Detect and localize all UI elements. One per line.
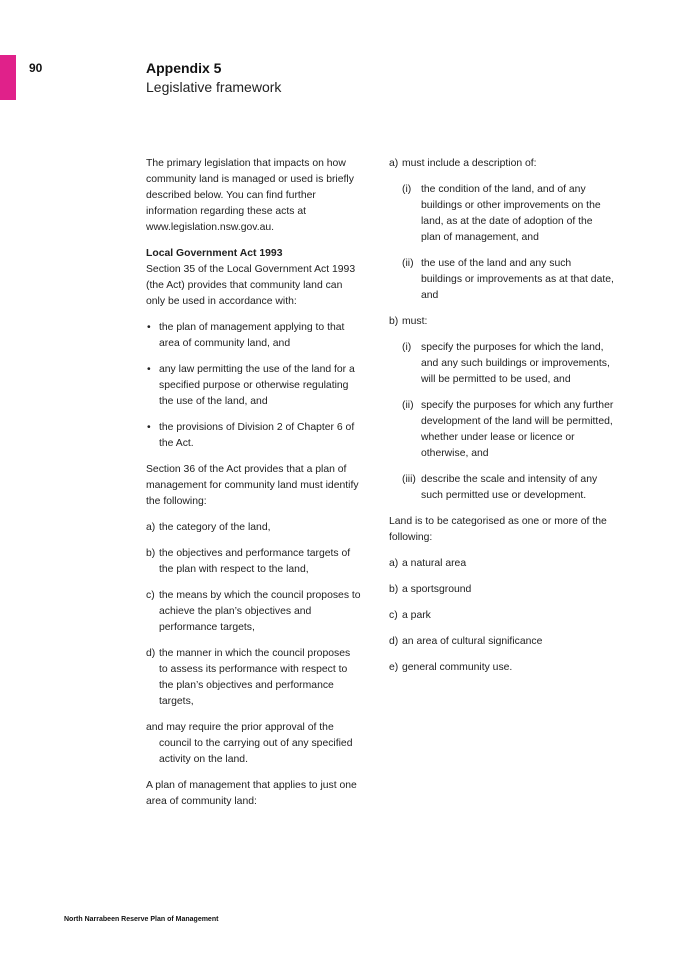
list-text: the category of the land, xyxy=(159,522,271,533)
sub-list-text: specify the purposes for which any further development of the land will be permitted, whether under lease or licence or otherwise, and xyxy=(421,400,614,459)
sub-list-text: the use of the land and any such buildings or improvements as at that date, and xyxy=(421,258,614,301)
bullet-text: the plan of management applying to that area of community land, and xyxy=(159,322,345,349)
bullet-item xyxy=(146,320,361,352)
sub-list-label: (ii) xyxy=(402,400,414,411)
sub-list-text: specify the purposes for which the land, and any such buildings or improvements, will be permitted to be used, and xyxy=(421,342,610,385)
list-label: c) xyxy=(146,590,155,601)
list-text: the means by which the council proposes to achieve the plan’s objectives and performance targets, xyxy=(159,590,361,633)
sub-list-item xyxy=(402,182,614,246)
category-label: d) xyxy=(389,636,399,647)
list-text: must: xyxy=(402,316,428,327)
sub-list-label: (i) xyxy=(402,184,412,195)
bullet-marker: • xyxy=(147,364,151,375)
list-label: a) xyxy=(146,522,156,533)
list-item xyxy=(146,588,361,636)
list-text: the objectives and performance targets of the plan with respect to the land, xyxy=(159,548,351,575)
category-label: e) xyxy=(389,662,399,673)
document-footer: North Narrabeen Reserve Plan of Management xyxy=(64,916,219,923)
intro-paragraph: The primary legislation that impacts on how community land is managed or used is briefly described below. You can find further information regarding these acts at www.legislation.nsw.gov.au. xyxy=(146,158,354,233)
categorised-paragraph: Land is to be categorised as one or more of the following: xyxy=(389,516,607,543)
closing-paragraph: A plan of management that applies to just one area of community land: xyxy=(146,780,357,807)
right-column xyxy=(389,156,614,686)
category-item xyxy=(389,608,614,624)
list-item xyxy=(389,314,614,330)
page-tab-marker xyxy=(0,55,16,100)
section-35-paragraph: Section 35 of the Local Government Act 1993 (the Act) provides that community land can only be used in accordance with: xyxy=(146,264,356,307)
sub-list-text: describe the scale and intensity of any such permitted use or development. xyxy=(421,474,598,501)
page-subtitle: Legislative framework xyxy=(146,79,282,95)
category-text: a natural area xyxy=(402,558,467,569)
list-text: the manner in which the council proposes to assess its performance with respect to the plan’s objectives and performance targets, xyxy=(159,648,351,707)
sub-list-text: the condition of the land, and of any buildings or other improvements on the land, as at the date of adoption of the plan of management, and xyxy=(421,184,601,243)
approval-paragraph: and may require the prior approval of the council to the carrying out of any specified activity on the land. xyxy=(146,722,353,765)
category-item xyxy=(389,556,614,572)
sub-list-item xyxy=(402,256,614,304)
list-label: b) xyxy=(146,548,156,559)
sub-list-item xyxy=(402,398,614,462)
bullet-marker: • xyxy=(147,422,151,433)
category-text: a park xyxy=(402,610,431,621)
bullet-item xyxy=(146,362,361,410)
list-item xyxy=(146,546,361,578)
list-text: must include a description of: xyxy=(402,158,537,169)
list-label: d) xyxy=(146,648,156,659)
category-label: b) xyxy=(389,584,399,595)
bullet-marker: • xyxy=(147,322,151,333)
list-label: b) xyxy=(389,316,399,327)
left-column xyxy=(146,156,361,820)
category-label: c) xyxy=(389,610,398,621)
list-item xyxy=(389,156,614,172)
list-label: a) xyxy=(389,158,399,169)
section-36-paragraph: Section 36 of the Act provides that a plan of management for community land must identify the following: xyxy=(146,464,359,507)
list-item xyxy=(146,646,361,710)
category-item xyxy=(389,634,614,650)
bullet-item xyxy=(146,420,361,452)
bullet-text: the provisions of Division 2 of Chapter 6 of the Act. xyxy=(159,422,355,449)
category-text: general community use. xyxy=(402,662,513,673)
sub-list-item xyxy=(402,340,614,388)
sub-list-label: (i) xyxy=(402,342,412,353)
page-title: Appendix 5 xyxy=(146,60,222,76)
category-item xyxy=(389,660,614,676)
sub-list-label: (iii) xyxy=(402,474,416,485)
sub-list-label: (ii) xyxy=(402,258,414,269)
list-item xyxy=(146,520,361,536)
category-text: an area of cultural significance xyxy=(402,636,543,647)
section-heading: Local Government Act 1993 xyxy=(146,248,283,259)
bullet-text: any law permitting the use of the land for a specified purpose or otherwise regulating the use of the land, and xyxy=(159,364,355,407)
category-text: a sportsground xyxy=(402,584,472,595)
page-number: 90 xyxy=(29,61,43,75)
category-label: a) xyxy=(389,558,399,569)
sub-list-item xyxy=(402,472,614,504)
category-item xyxy=(389,582,614,598)
